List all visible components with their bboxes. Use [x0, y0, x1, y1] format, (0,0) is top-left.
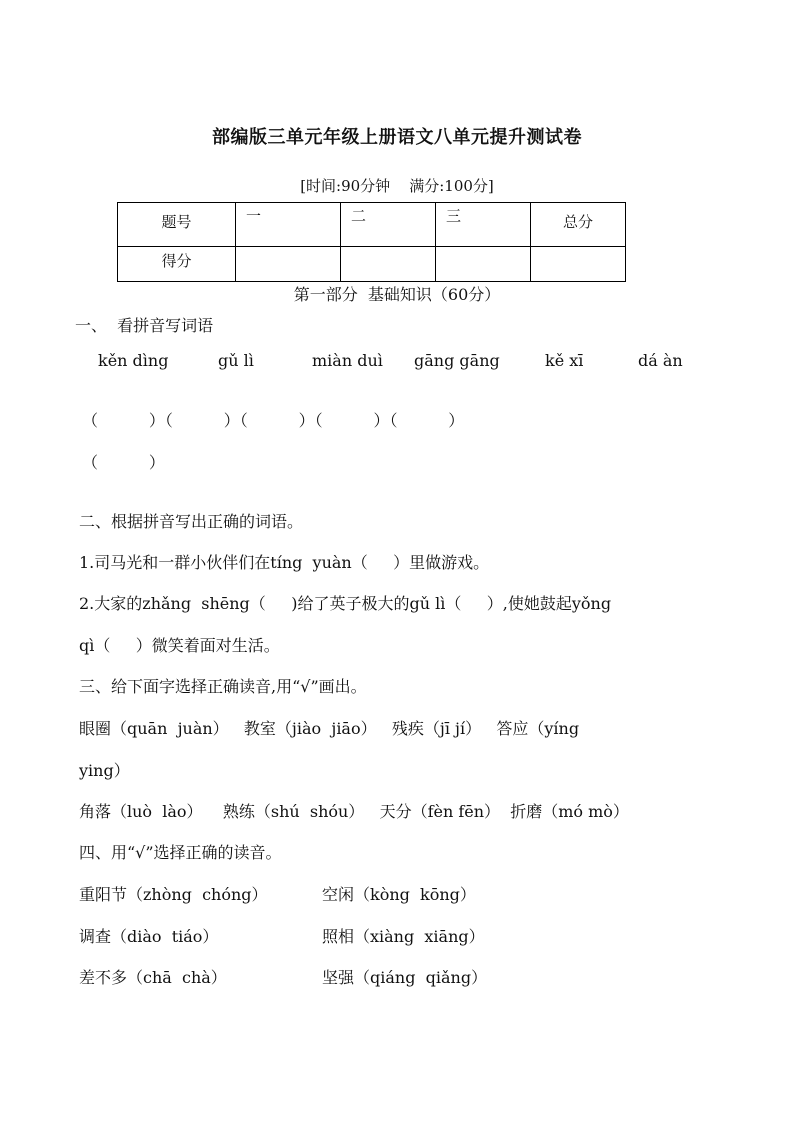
q4-item: 照相（xiàng xiāng） — [322, 927, 485, 946]
q2-line: 2.大家的zhǎng shēng（ )给了英子极大的gǔ lì（ ）,使她鼓起yǒng — [79, 594, 612, 613]
score-table — [117, 202, 626, 282]
q1-heading: 一、 看拼音写词语 — [75, 316, 214, 335]
score-table-header-cell: 题号 — [118, 203, 236, 247]
q3-line: 角落（luò lào） 熟练（shú shóu） 天分（fèn fēn） 折磨（mó mò） — [79, 802, 629, 821]
q4-item: 空闲（kòng kōng） — [322, 885, 476, 904]
score-cell[interactable] — [341, 247, 436, 282]
exam-title: 部编版三单元年级上册语文八单元提升测试卷 — [212, 127, 582, 148]
q4-item: 调查（diào tiáo） — [79, 927, 219, 946]
score-cell[interactable] — [531, 247, 626, 282]
score-table-header-cell: 一 — [236, 203, 341, 247]
q4-heading: 四、用“√”选择正确的读音。 — [79, 843, 282, 862]
pinyin-item: kě xī — [545, 351, 584, 370]
q2-line: qì（ ）微笑着面对生活。 — [79, 636, 280, 655]
pinyin-item: gǔ lì — [218, 351, 254, 370]
q4-item: 坚强（qiáng qiǎng） — [322, 968, 488, 987]
score-table-header-cell: 二 — [341, 203, 436, 247]
pinyin-item: dá àn — [638, 351, 683, 370]
pinyin-item: gāng gāng — [414, 351, 500, 370]
score-table-header-cell: 总分 — [531, 203, 626, 247]
score-cell[interactable] — [236, 247, 341, 282]
score-table-score-row — [118, 247, 626, 282]
answer-blanks-row[interactable]: （ ） — [82, 453, 165, 472]
q3-line: 眼圈（quān juàn） 教室（jiào jiāo） 残疾（jī jí） 答应（yíng — [79, 719, 580, 738]
pinyin-item: kěn dìng — [98, 351, 169, 370]
score-cell[interactable] — [436, 247, 531, 282]
q3-heading: 三、给下面字选择正确读音,用“√”画出。 — [79, 677, 367, 696]
q2-heading: 二、根据拼音写出正确的词语。 — [79, 512, 304, 531]
answer-blanks-row[interactable]: （ ）（ ）（ ）（ ）（ ） — [82, 411, 465, 430]
score-row-label: 得分 — [118, 247, 236, 282]
exam-time-score: [时间:90分钟 满分:100分] — [300, 177, 494, 195]
q3-line: ying） — [79, 761, 130, 780]
q4-item: 重阳节（zhòng chóng） — [79, 885, 268, 904]
score-table-header-row — [118, 203, 626, 247]
score-table-header-cell: 三 — [436, 203, 531, 247]
pinyin-item: miàn duì — [312, 351, 383, 370]
q2-line: 1.司马光和一群小伙伴们在tíng yuàn（ ）里做游戏。 — [79, 553, 490, 572]
part1-heading: 第一部分 基础知识（60分） — [293, 285, 501, 304]
q4-item: 差不多（chā chà） — [79, 968, 227, 987]
